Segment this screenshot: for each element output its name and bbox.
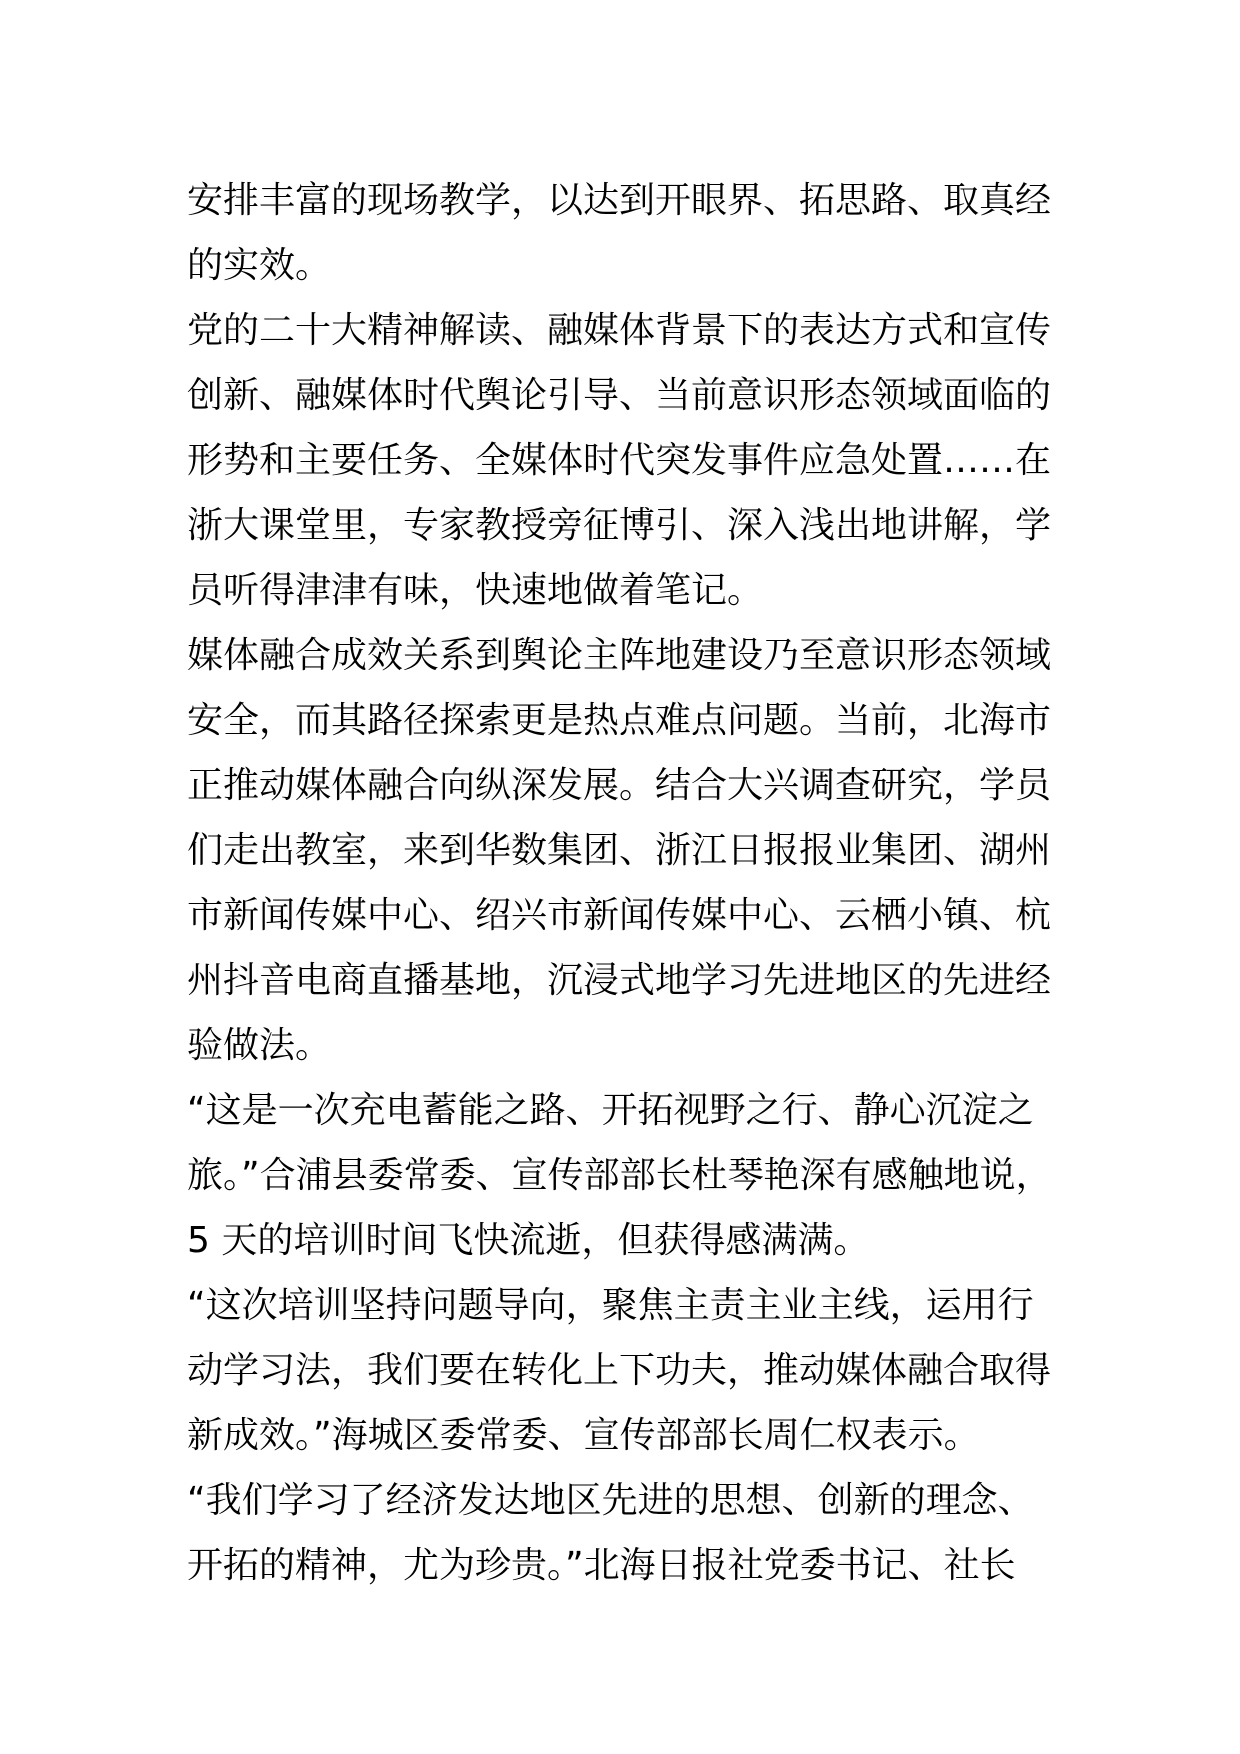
paragraph-quote-beihai-daily: “我们学习了经济发达地区先进的思想、创新的理念、 开拓的精神，尤为珍贵。”北海日报社党委书记、社长	[187, 1480, 1034, 1586]
paragraph-media-integration: 媒体融合成效关系到舆论主阵地建设乃至意识形态领域 安全，而其路径探索更是热点难点问题。当前，北海市 正推动媒体融合向纵深发展。结合大兴调查研究，学员 们走出教室，来到华数集团、浙江日报报业集团、湖州 市新闻传媒中心、绍兴市新闻传媒中心、云栖小镇、杭 州抖音电商直播基地，沉浸式地学习先进地区的先进经 验做法。	[187, 635, 1052, 1066]
paragraph-lectures: 党的二十大精神解读、融媒体背景下的表达方式和宣传 创新、融媒体时代舆论引导、当前意识形态领域面临的 形势和主要任务、全媒体时代突发事件应急处置……在 浙大课堂里，专家教授旁征博引、深入浅出地讲解，学 员听得津津有味，快速地做着笔记。	[187, 310, 1052, 611]
article-body	[187, 168, 1087, 1598]
paragraph-quote-zhou-renquan: “这次培训坚持问题导向，聚焦主责主业主线，运用行 动学习法，我们要在转化上下功夫，推动媒体融合取得 新成效。”海城区委常委、宣传部部长周仁权表示。	[187, 1285, 1052, 1456]
paragraph-quote-du-qinyan: “这是一次充电蓄能之路、开拓视野之行、静心沉淀之 旅。”合浦县委常委、宣传部部长杜琴艳深有感触地说， 5 天的培训时间飞快流逝，但获得感满满。	[187, 1090, 1052, 1261]
paragraph-field-teaching: 安排丰富的现场教学，以达到开眼界、拓思路、取真经 的实效。	[187, 180, 1052, 286]
